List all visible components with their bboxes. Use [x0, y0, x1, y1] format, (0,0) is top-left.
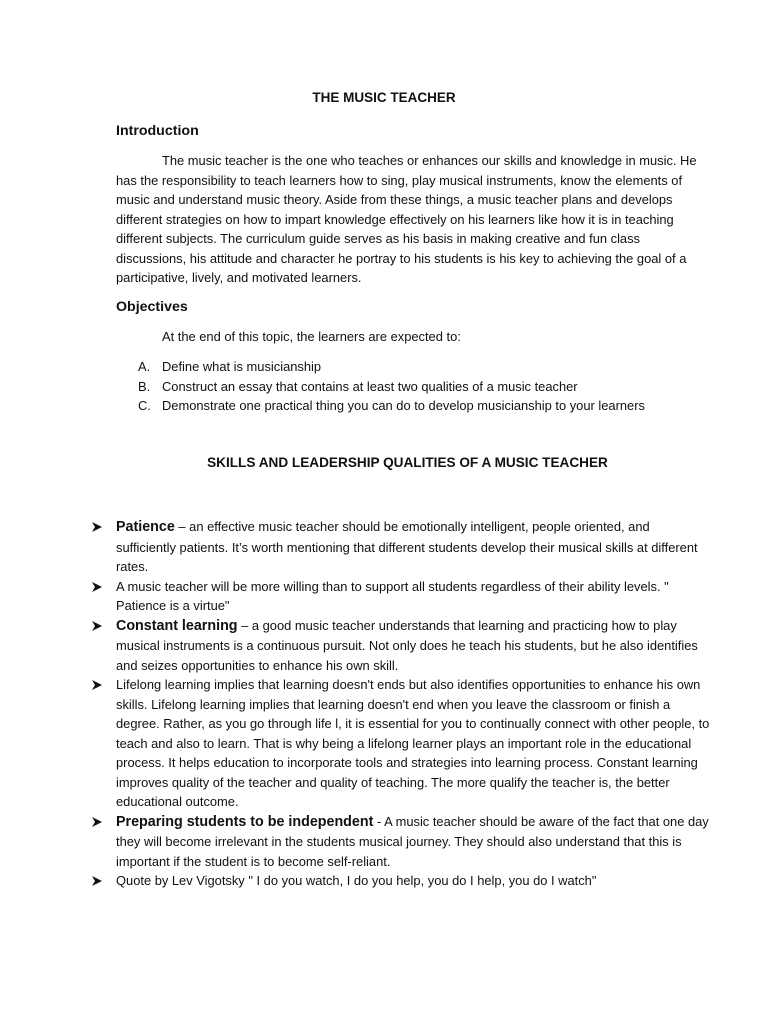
bullet-term: Patience [116, 519, 175, 535]
objective-text: Demonstrate one practical thing you can do to develop musicianship to your learners [162, 398, 645, 413]
bullet-item [90, 616, 710, 676]
introduction-text: The music teacher is the one who teaches or enhances our skills and knowledge in music. He has the responsibility to teach learners how to sing, play musical instruments, know the elements of music and understand music theory. Aside from these things, a music teacher plans and develops different strategies on how to impart knowledge effectively on his learners like how it is in teaching different subjects. The curriculum guide serves as his basis in making creative and fun class discussions, his attitude and character he portray to his students is his key to achieving the goal of a participative, lively, and motivated learners. [116, 153, 697, 285]
bullet-item [90, 812, 710, 872]
introduction-paragraph [116, 151, 708, 288]
bullet-text: Lifelong learning implies that learning doesn't ends but also identifies opportunities to enhance his own skills. Lifelong learning implies that learning doesn't end when you leave the classroom or finish a degree. Rather, as you go through life l, it is essential for you to continually connect with other people, to teach and also to learn. That is why being a lifelong learner plays an important role in the educational process. It helps education to incorporate tools and strategies into learning process. Constant learning improves quality of the teacher and quality of teaching. The more qualify the teacher is, the better educational outcome. [116, 677, 710, 809]
objective-item [116, 377, 756, 397]
objective-item [116, 396, 756, 416]
bullet-item [90, 675, 710, 812]
arrow-bullet-icon [91, 581, 103, 593]
bullet-text: – an effective music teacher should be emotionally intelligent, people oriented, and sufficiently patients. It’s worth mentioning that different students develop their musical skills at different rates. [116, 519, 698, 574]
objective-text: Define what is musicianship [162, 359, 322, 374]
introduction-heading: Introduction [116, 123, 199, 139]
bullet-text: – a good music teacher understands that learning and practicing how to play musical instruments is a continuous pursuit. Not only does he teach his students, but he also identifies and seizes opportunities to enhance his own skill. [116, 617, 698, 673]
section-title: SKILLS AND LEADERSHIP QUALITIES OF A MUSIC TEACHER [207, 455, 608, 470]
bullet-term: Preparing students to be independent [116, 813, 374, 830]
bullet-item [90, 517, 710, 577]
objective-marker: B. [138, 378, 151, 394]
objectives-intro: At the end of this topic, the learners are expected to: [162, 329, 461, 344]
objective-marker: A. [138, 359, 151, 374]
objective-text: Construct an essay that contains at least two qualities of a music teacher [162, 378, 578, 394]
bullet-term: Constant learning [116, 617, 238, 634]
objectives-heading: Objectives [116, 299, 188, 315]
arrow-bullet-icon [91, 620, 103, 632]
objectives-list [116, 357, 756, 416]
bullet-text: A music teacher will be more willing than to support all students regardless of their ability levels. " Patience is a virtue" [116, 578, 669, 613]
objective-marker: C. [138, 398, 151, 413]
arrow-bullet-icon [91, 816, 103, 828]
bullet-text: - A music teacher should be aware of the fact that one day they will become irrelevant in the students musical journey. They should also understand that this is important if the student is to become self-reliant. [116, 813, 709, 869]
arrow-bullet-icon [91, 521, 103, 533]
qualities-list [90, 517, 710, 891]
document-title: THE MUSIC TEACHER [312, 90, 456, 105]
bullet-item [90, 871, 710, 891]
objective-item [116, 357, 756, 377]
bullet-item [90, 577, 710, 616]
arrow-bullet-icon [91, 679, 103, 691]
arrow-bullet-icon [91, 875, 103, 887]
bullet-text: Quote by Lev Vigotsky " I do you watch, I do you help, you do I help, you do I watch" [116, 873, 597, 888]
